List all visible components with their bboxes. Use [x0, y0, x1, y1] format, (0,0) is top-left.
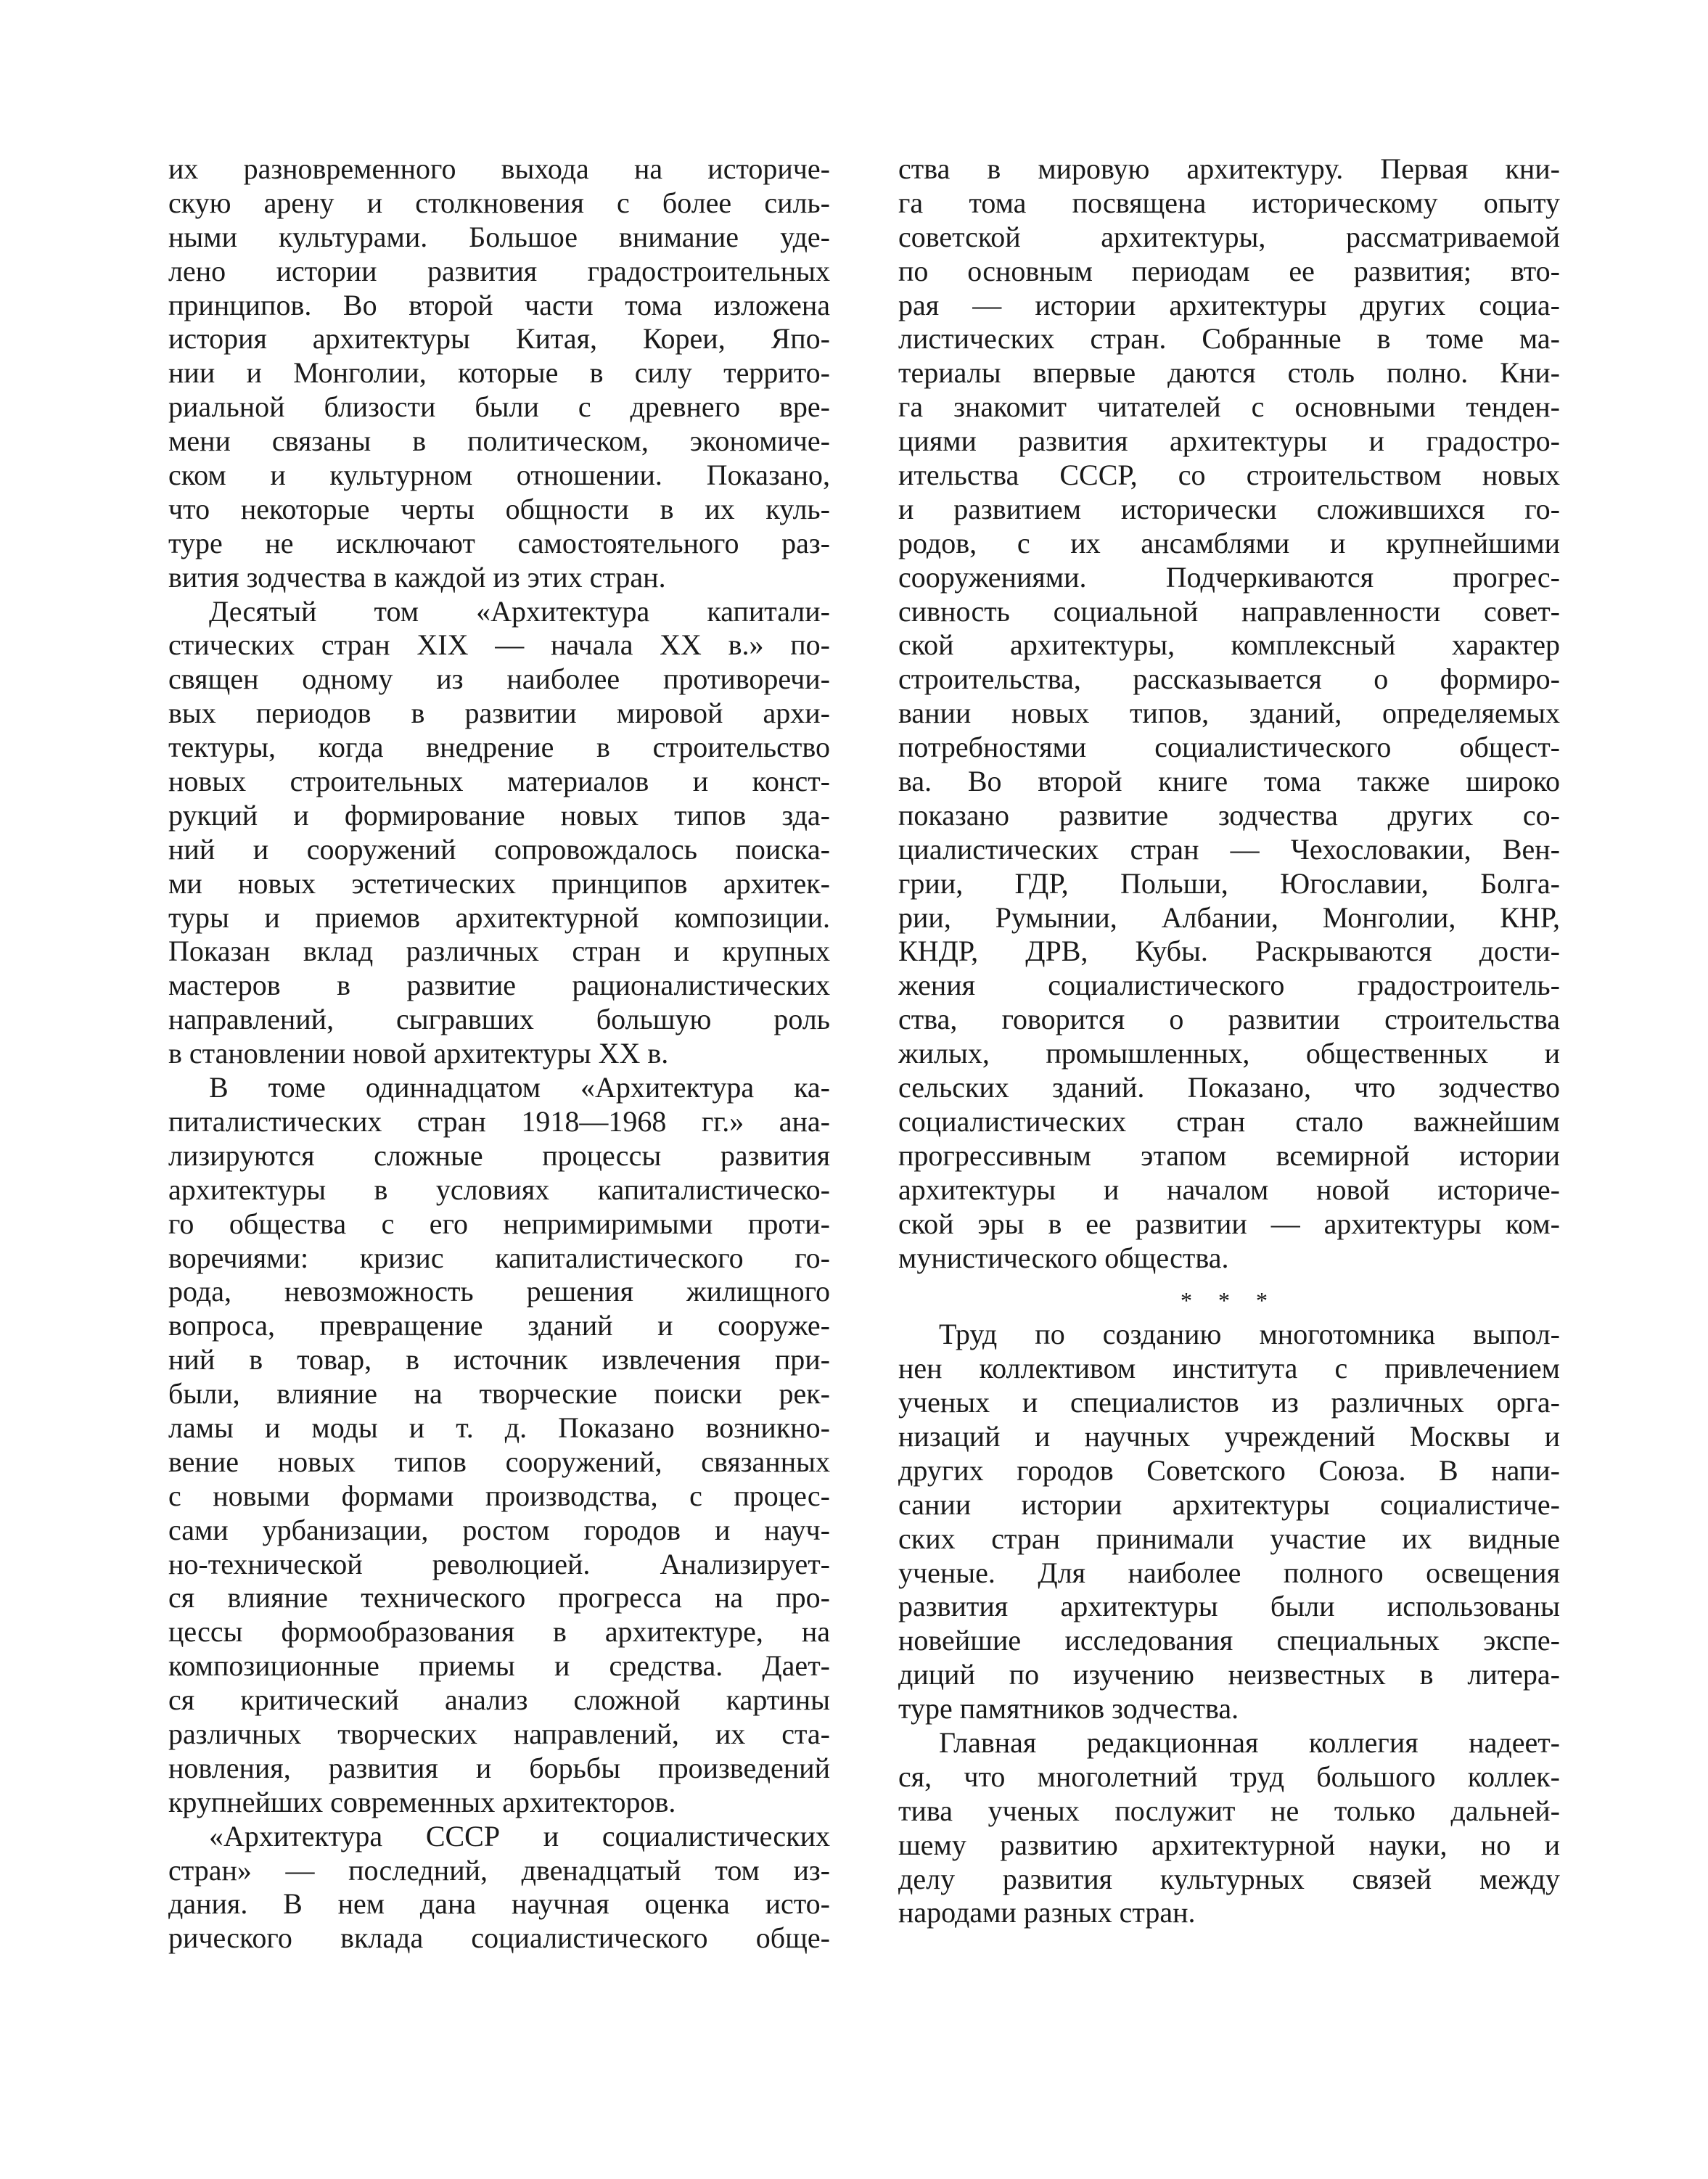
text-line: вение новых типов сооружений, связанных	[168, 1445, 830, 1478]
text-line: рического вклада социалистического обще-	[168, 1921, 830, 1955]
text-line: воречиями: кризис капиталистического го-	[168, 1241, 830, 1274]
text-line: архитектуры и началом новой историче-	[898, 1173, 1560, 1206]
text-line: туре памятников зодчества.	[898, 1692, 1239, 1725]
text-line: ском и культурном отношении. Показано,	[168, 459, 830, 492]
text-line: крупнейших современных архитекторов.	[168, 1785, 676, 1818]
text-line: мунистического общества.	[898, 1241, 1229, 1274]
text-line: ской эры в ее развитии — архитектуры ком-	[898, 1207, 1560, 1240]
text-line: композиционные приемы и средства. Дает-	[168, 1649, 830, 1683]
text-line: жения социалистического градостроитель-	[898, 969, 1560, 1002]
text-line: новейшие исследования специальных экспе-	[898, 1624, 1560, 1657]
text-line: новых строительных материалов и конст-	[168, 765, 830, 798]
text-line: циями развития архитектуры и градостро-	[898, 424, 1560, 458]
text-line: были, влияние на творческие поиски рек-	[168, 1377, 830, 1411]
text-line: нен коллективом института с привлечением	[898, 1352, 1560, 1385]
paragraph-first-line: В томе одиннадцатом «Архитектура ка-	[209, 1071, 830, 1104]
text-line: строительства, рассказывается о формиро-	[898, 662, 1560, 696]
text-line: Показан вклад различных стран и крупных	[168, 935, 830, 968]
text-line: показано развитие зодчества других со-	[898, 798, 1560, 832]
text-line: народами разных стран.	[898, 1896, 1196, 1929]
text-line: различных творческих направлений, их ста-	[168, 1717, 830, 1750]
text-line: священ одному из наиболее противоречи-	[168, 662, 830, 696]
text-line: рии, Румынии, Албании, Монголии, КНР,	[898, 900, 1560, 934]
text-line: шему развитию архитектурной науки, но и	[898, 1828, 1560, 1861]
text-line: мени связаны в политическом, экономиче-	[168, 424, 830, 458]
text-line: но-технической революцией. Анализирует-	[168, 1547, 830, 1580]
text-line: вития зодчества в каждой из этих стран.	[168, 560, 666, 594]
text-line: тектуры, когда внедрение в строительство	[168, 731, 830, 764]
text-line: ства, говорится о развитии строительства	[898, 1003, 1560, 1036]
text-line: архитектуры в условиях капиталистическо-	[168, 1173, 830, 1206]
text-line: го общества с его непримиримыми проти-	[168, 1207, 830, 1240]
text-line: ученые. Для наиболее полного освещения	[898, 1556, 1560, 1589]
text-line: ными культурами. Большое внимание уде-	[168, 220, 830, 253]
left-text-column	[168, 152, 830, 1956]
text-line: диций по изучению неизвестных в литера-	[898, 1658, 1560, 1691]
text-line: туре не исключают самостоятельного раз-	[168, 526, 830, 559]
text-line: ламы и моды и т. д. Показано возникно-	[168, 1411, 830, 1444]
text-line: ских стран принимали участие их видные	[898, 1522, 1560, 1555]
text-line: стран» — последний, двенадцатый том из-	[168, 1853, 830, 1887]
text-line: социалистических стран стало важнейшим	[898, 1104, 1560, 1138]
text-line: развития архитектуры были использованы	[898, 1590, 1560, 1623]
text-line: принципов. Во второй части тома изложена	[168, 288, 830, 321]
text-line: туры и приемов архитектурной композиции.	[168, 900, 830, 934]
text-line: рукций и формирование новых типов зда-	[168, 798, 830, 832]
right-text-column	[898, 152, 1560, 1930]
text-line: КНДР, ДРВ, Кубы. Раскрываются дости-	[898, 935, 1560, 968]
text-line: ся критический анализ сложной картины	[168, 1683, 830, 1717]
text-line: с новыми формами производства, с процес-	[168, 1479, 830, 1512]
text-line: жилых, промышленных, общественных и	[898, 1037, 1560, 1070]
text-line: и развитием исторически сложившихся го-	[898, 492, 1560, 525]
section-separator: * * *	[1181, 1287, 1278, 1314]
text-line: других городов Советского Союза. В напи-	[898, 1453, 1560, 1487]
text-line: сельских зданий. Показано, что зодчество	[898, 1071, 1560, 1104]
text-line: питалистических стран 1918—1968 гг.» ана-	[168, 1104, 830, 1138]
text-line: дания. В нем дана научная оценка исто-	[168, 1887, 830, 1921]
text-line: лизируются сложные процессы развития	[168, 1138, 830, 1172]
text-line: га знакомит читателей с основными тенден-	[898, 390, 1560, 424]
text-line: родов, с их ансамблями и крупнейшими	[898, 526, 1560, 559]
text-line: направлений, сыгравших большую роль	[168, 1003, 830, 1036]
text-line: ний в товар, в источник извлечения при-	[168, 1343, 830, 1376]
text-line: териалы впервые даются столь полно. Кни-	[898, 356, 1560, 390]
text-line: советской архитектуры, рассматриваемой	[898, 220, 1560, 253]
paragraph-first-line: Труд по созданию многотомника выпол-	[939, 1318, 1560, 1351]
text-line: что некоторые черты общности в их куль-	[168, 492, 830, 525]
paragraph-first-line: Десятый том «Архитектура капитали-	[209, 594, 830, 628]
text-line: новления, развития и борьбы произведений	[168, 1751, 830, 1784]
text-line: ся, что многолетний труд большого коллек-	[898, 1760, 1560, 1793]
text-line: рода, невозможность решения жилищного	[168, 1275, 830, 1308]
text-line: риальной близости были с древнего вре-	[168, 390, 830, 424]
text-line: ва. Во второй книге тома также широко	[898, 765, 1560, 798]
text-line: делу развития культурных связей между	[898, 1862, 1560, 1895]
text-line: их разновременного выхода на историче-	[168, 152, 830, 185]
text-line: рая — истории архитектуры других социа-	[898, 288, 1560, 321]
text-line: потребностями социалистического общест-	[898, 731, 1560, 764]
text-line: лено истории развития градостроительных	[168, 254, 830, 287]
text-line: нии и Монголии, которые в силу террито-	[168, 356, 830, 390]
paragraph-first-line: «Архитектура СССР и социалистических	[209, 1819, 830, 1852]
text-line: ительства СССР, со строительством новых	[898, 459, 1560, 492]
text-line: вопроса, превращение зданий и сооруже-	[168, 1309, 830, 1342]
text-line: ся влияние технического прогресса на про-	[168, 1581, 830, 1614]
text-line: ства в мировую архитектуру. Первая кни-	[898, 152, 1560, 185]
text-line: га тома посвящена историческому опыту	[898, 186, 1560, 219]
text-line: вании новых типов, зданий, определяемых	[898, 697, 1560, 730]
text-line: тива ученых послужит не только дальней-	[898, 1794, 1560, 1827]
text-line: грии, ГДР, Польши, Югославии, Болга-	[898, 866, 1560, 900]
text-line: по основным периодам ее развития; вто-	[898, 254, 1560, 287]
text-line: листических стран. Собранные в томе ма-	[898, 322, 1560, 356]
text-line: мастеров в развитие рационалистических	[168, 969, 830, 1002]
text-line: сооружениями. Подчеркиваются прогрес-	[898, 560, 1560, 594]
text-line: ской архитектуры, комплексный характер	[898, 628, 1560, 662]
paragraph-first-line: Главная редакционная коллегия надеет-	[939, 1725, 1560, 1759]
text-line: прогрессивным этапом всемирной истории	[898, 1138, 1560, 1172]
text-line: сании истории архитектуры социалистиче-	[898, 1487, 1560, 1521]
text-line: вых периодов в развитии мировой архи-	[168, 697, 830, 730]
text-line: история архитектуры Китая, Кореи, Япо-	[168, 322, 830, 356]
text-line: цессы формообразования в архитектуре, на	[168, 1615, 830, 1649]
text-line: стических стран XIX — начала XX в.» по-	[168, 628, 830, 662]
text-line: в становлении новой архитектуры XX в.	[168, 1037, 669, 1070]
text-line: ученых и специалистов из различных орга-	[898, 1386, 1560, 1419]
text-line: сивность социальной направленности совет-	[898, 594, 1560, 628]
text-line: ми новых эстетических принципов архитек-	[168, 866, 830, 900]
text-line: циалистических стран — Чехословакии, Вен-	[898, 832, 1560, 866]
text-line: скую арену и столкновения с более силь-	[168, 186, 830, 219]
text-line: низаций и научных учреждений Москвы и	[898, 1419, 1560, 1453]
text-line: ний и сооружений сопровождалось поиска-	[168, 832, 830, 866]
text-line: сами урбанизации, ростом городов и науч-	[168, 1513, 830, 1546]
